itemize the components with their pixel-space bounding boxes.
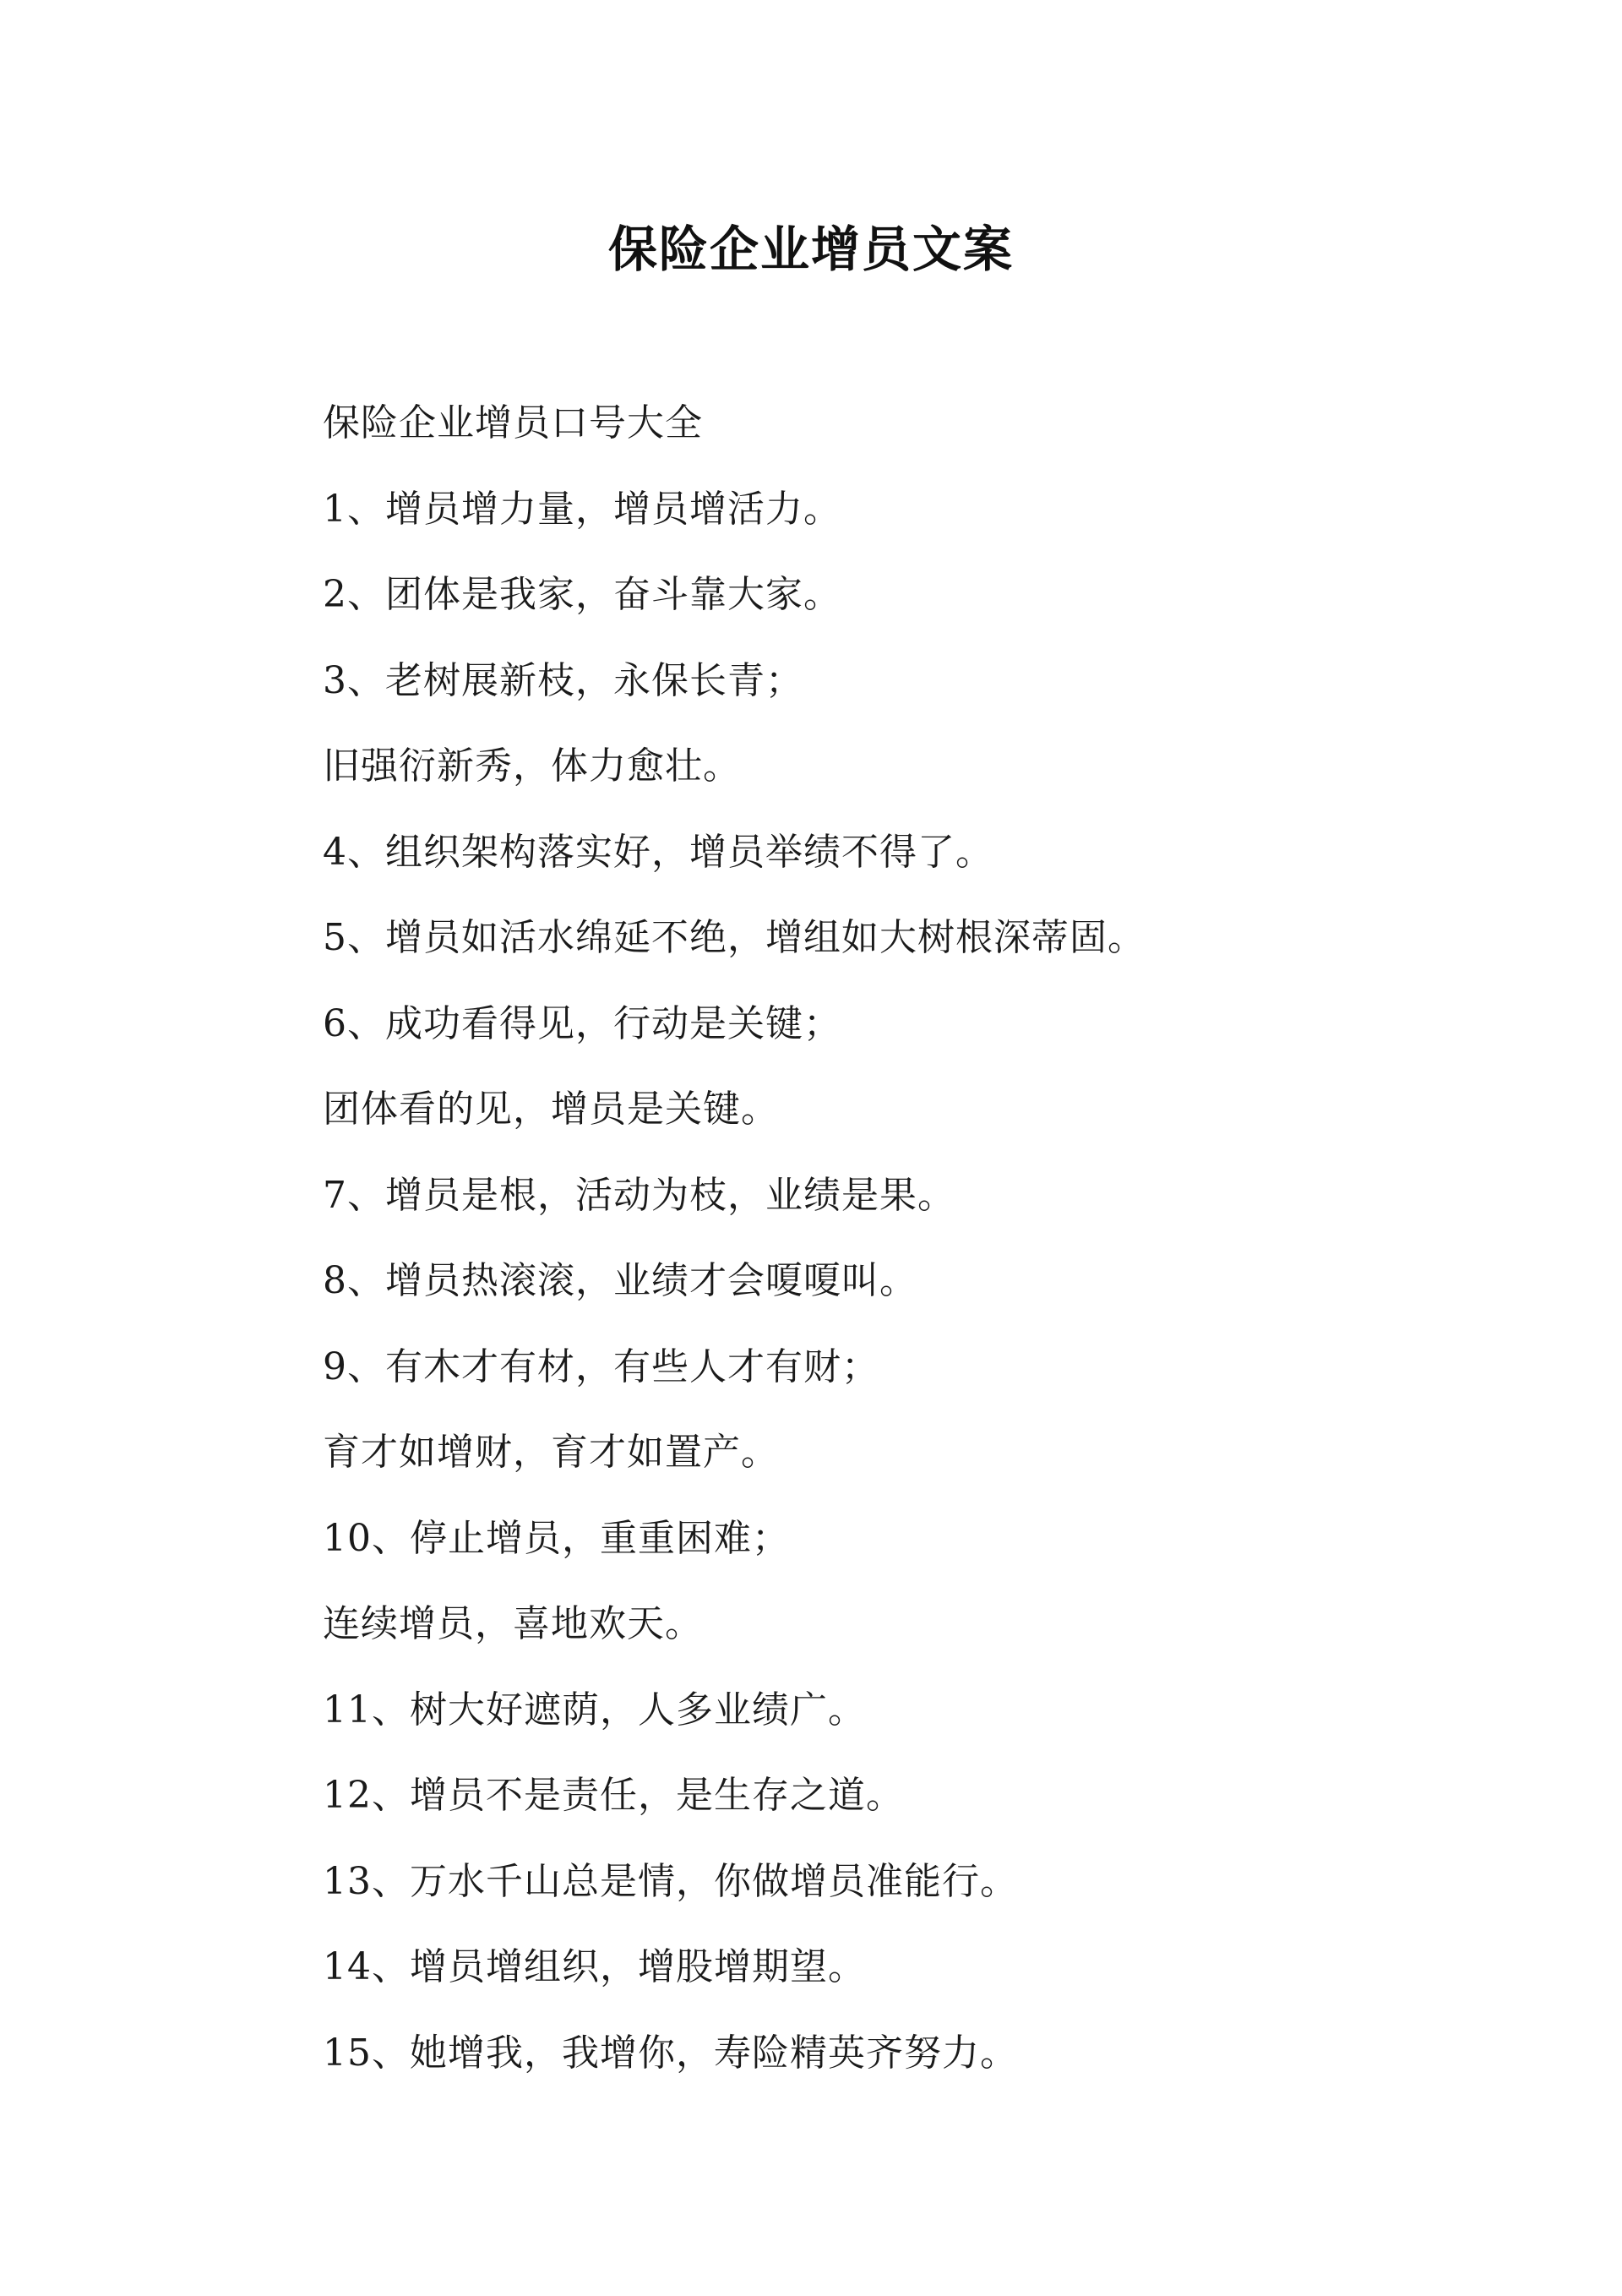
slogan-line-13: 13、万水千山总是情，你做增员准能行。: [323, 1859, 1018, 1903]
slogan-line-9a: 9、有木才有材，有些人才有财；: [323, 1344, 879, 1388]
slogan-line-7: 7、增员是根，活动为枝，业绩是果。: [323, 1173, 955, 1217]
slogan-line-10a: 10、停止增员，重重困难；: [323, 1516, 790, 1560]
slogan-line-3a: 3、老树展新枝，永保长青；: [323, 658, 803, 702]
slogan-line-6a: 6、成功看得见，行动是关键；: [323, 1001, 841, 1045]
slogan-line-10b: 连续增员，喜地欢天。: [323, 1602, 703, 1645]
slogan-line-5: 5、增员如活水绵延不绝，增组如大树根深蒂固。: [323, 916, 1146, 959]
slogan-line-3b: 旧强衍新秀，体力愈壮。: [323, 744, 741, 788]
slogan-line-12: 12、增员不是责任，是生存之道。: [323, 1774, 904, 1817]
subtitle-line: 保险企业增员口号大全: [323, 401, 703, 444]
document-title: 保险企业增员文案: [607, 221, 1014, 278]
slogan-line-11: 11、树大好遮荫，人多业绩广。: [323, 1688, 866, 1732]
slogan-line-6b: 团体看的见，增员是关键。: [323, 1088, 779, 1131]
slogan-line-4: 4、组织架构落实好，增员举绩不得了。: [323, 830, 993, 874]
slogan-line-15: 15、她增我，我增你，寿险精英齐努力。: [323, 2031, 1018, 2075]
slogan-line-14: 14、增员增组织，增股增期望。: [323, 1945, 866, 1988]
slogan-line-1: 1、增员增力量，增员增活力。: [323, 487, 841, 531]
slogan-line-2: 2、团体是我家，奋斗靠大家。: [323, 573, 841, 616]
slogan-line-9b: 育才如增财，育才如置产。: [323, 1431, 779, 1474]
slogan-line-8: 8、增员热滚滚，业绩才会嗄嗄叫。: [323, 1259, 917, 1302]
document-body: [323, 380, 1421, 2096]
